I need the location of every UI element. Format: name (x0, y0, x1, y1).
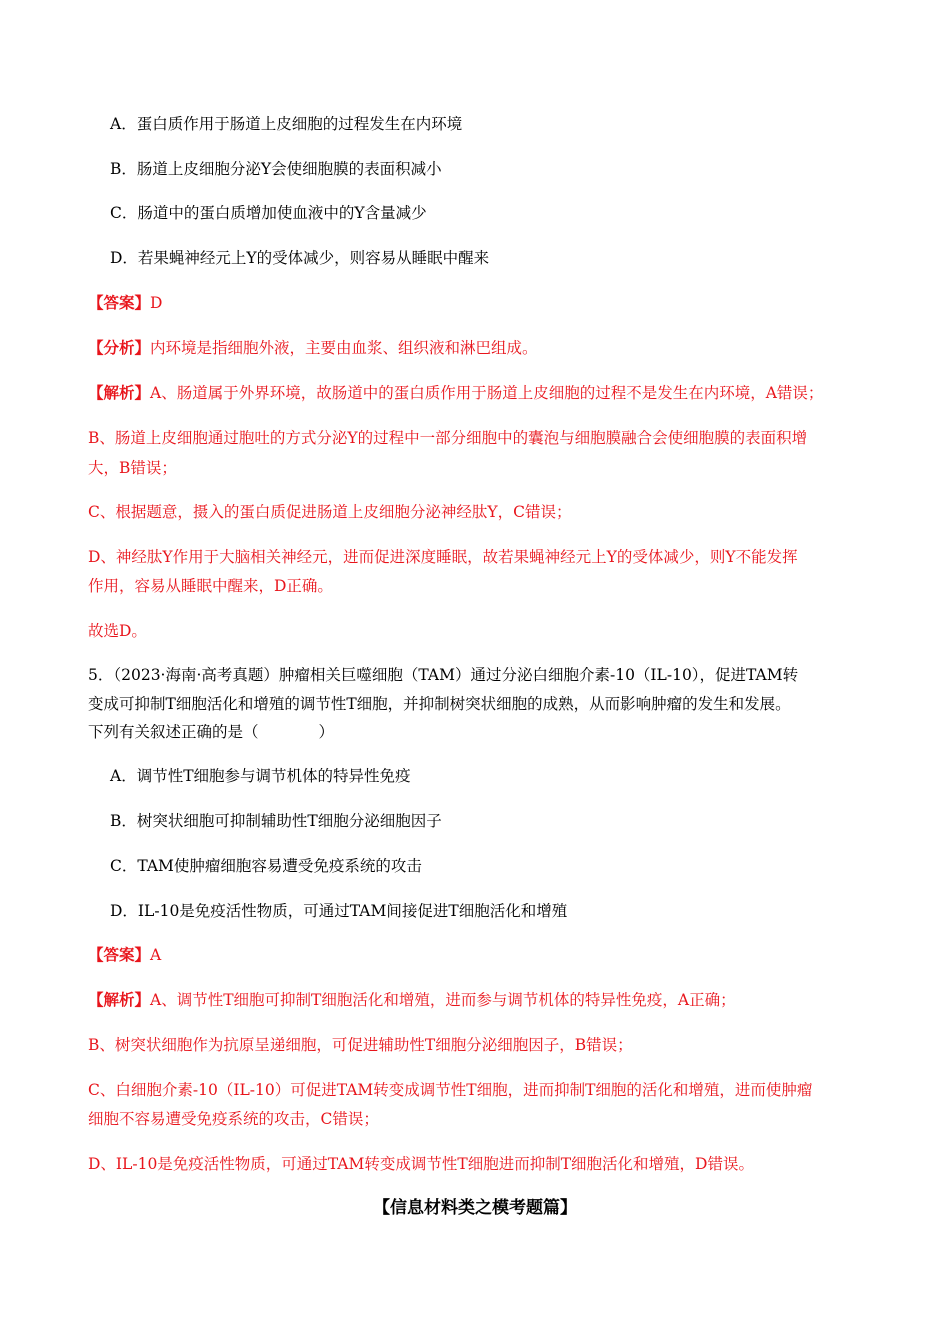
q5-explain-tag: 【解析】 (88, 990, 151, 1009)
q5-option-b: B．树突状细胞可抑制辅助性T细胞分泌细胞因子 (110, 812, 442, 830)
q5-stem-line3 (88, 718, 890, 746)
q4-answer (88, 289, 890, 317)
q4-analysis-tag: 【分析】 (88, 338, 151, 357)
q4-analysis (88, 334, 890, 362)
q5-explain-c-line2: 细胞不容易遭受免疫系统的攻击，C错误； (88, 1110, 379, 1128)
q4-explain-d-line2: 作用，容易从睡眠中醒来，D正确。 (88, 577, 333, 595)
q4-explain-c: C、根据题意，摄入的蛋白质促进肠道上皮细胞分泌神经肽Y，C错误； (88, 503, 572, 521)
q5-option-d: D．IL-10是免疫活性物质，可通过TAM间接促进T细胞活化和增殖 (110, 902, 568, 920)
q5-stem-close: ） (318, 723, 335, 741)
q4-explain-a (88, 379, 890, 407)
q4-answer-tag: 【答案】 (88, 293, 151, 312)
q5-answer (88, 941, 890, 969)
q4-explain-b-line1: B、肠道上皮细胞通过胞吐的方式分泌Y的过程中一部分细胞中的囊泡与细胞膜融合会使细胞膜的表面积增 (88, 429, 808, 447)
q4-option-d: D．若果蝇神经元上Y的受体减少，则容易从睡眠中醒来 (110, 249, 490, 267)
q5-explain-d: D、IL-10是免疫活性物质，可通过TAM转变成调节性T细胞进而抑制T细胞活化和增殖，D错误。 (88, 1155, 754, 1173)
q4-explain-tag: 【解析】 (88, 383, 151, 402)
q4-explain-b-line2: 大，B错误； (88, 459, 177, 477)
q4-explain-a-text: A、肠道属于外界环境，故肠道中的蛋白质作用于肠道上皮细胞的过程不是发生在内环境，A错误； (150, 384, 824, 402)
section-heading: 【信息材料类之模考题篇】 (373, 1198, 577, 1218)
q4-analysis-text: 内环境是指细胞外液，主要由血浆、组织液和淋巴组成。 (150, 339, 538, 357)
q5-explain-a (88, 986, 890, 1014)
q5-answer-value: A (150, 946, 162, 964)
q4-option-b: B．肠道上皮细胞分泌Y会使细胞膜的表面积减小 (110, 160, 442, 178)
q5-explain-c-line1: C、白细胞介素-10（IL-10）可促进TAM转变成调节性T细胞，进而抑制T细胞的活化和增殖，进而使肿瘤 (88, 1081, 813, 1099)
q4-conclusion: 故选D。 (88, 622, 147, 640)
q5-explain-a-text: A、调节性T细胞可抑制T细胞活化和增殖，进而参与调节机体的特异性免疫，A正确； (150, 991, 736, 1009)
q5-stem-prompt: 下列有关叙述正确的是（ (88, 723, 259, 741)
q4-answer-value: D (150, 294, 163, 312)
q5-stem-line2: 变成可抑制T细胞活化和增殖的调节性T细胞，并抑制树突状细胞的成熟，从而影响肿瘤的发生和发展。 (88, 695, 791, 713)
q5-option-c: C．TAM使肿瘤细胞容易遭受免疫系统的攻击 (110, 857, 422, 875)
q4-option-c: C．肠道中的蛋白质增加使血液中的Y含量减少 (110, 204, 427, 222)
q4-explain-d-line1: D、神经肽Y作用于大脑相关神经元，进而促进深度睡眠，故若果蝇神经元上Y的受体减少，则Y不能发挥 (88, 548, 798, 566)
q4-option-a: A．蛋白质作用于肠道上皮细胞的过程发生在内环境 (110, 115, 463, 133)
q5-answer-tag: 【答案】 (88, 945, 151, 964)
q5-stem-line1: 5．（2023·海南·高考真题）肿瘤相关巨噬细胞（TAM）通过分泌白细胞介素-10（IL-10），促进TAM转 (88, 666, 799, 684)
q5-option-a: A．调节性T细胞参与调节机体的特异性免疫 (110, 767, 411, 785)
q5-explain-b: B、树突状细胞作为抗原呈递细胞，可促进辅助性T细胞分泌细胞因子，B错误； (88, 1036, 633, 1054)
